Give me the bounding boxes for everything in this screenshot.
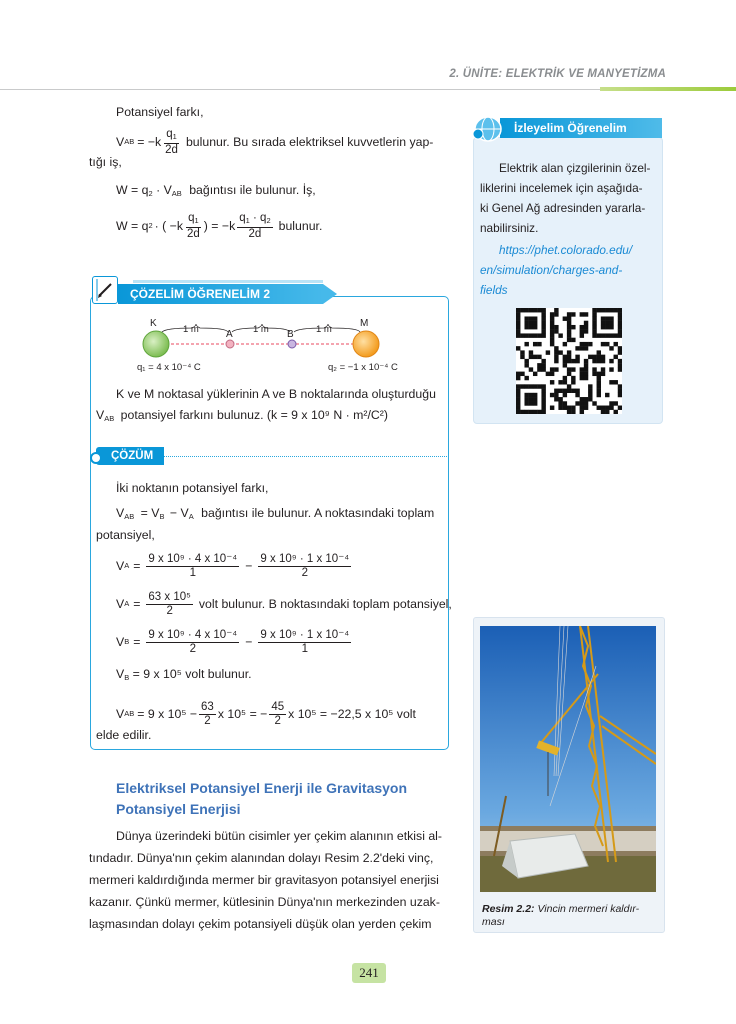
solution-cont: potansiyel, (96, 528, 155, 542)
va-equation: V A = $\frac{\text{9 x 10⁹ · 4 x 10⁻⁴}}{1}$ − $\frac{\text{9 x 10⁹ · 1 x 10⁻⁴}}{2}$ (116, 552, 350, 579)
charge-k (143, 331, 169, 357)
intro-w-eq1: $W = q_2 \cdot V_{AB}$ bağıntısı ile bulunur. İş, (116, 183, 316, 198)
solution-line1: İki noktanın potansiyel farkı, (116, 481, 269, 495)
fraction-q1-2d: $\frac{q_1}{2d}$ (165, 127, 178, 156)
side-banner: İzleyelim Öğrenelim (500, 118, 662, 138)
paragraph-line4: kazanır. Çünkü mermer, kütlesinin Dünya'nın merkezinden uzak- (89, 895, 440, 909)
qr-code[interactable] (516, 308, 622, 414)
page-number: 241 (352, 963, 386, 983)
label-k: K (150, 318, 157, 329)
crane-photo (480, 626, 656, 892)
intro-vab-formula: V AB = −k $\frac{q_1}{2d}$ bulunur. Bu sırada elektriksel kuvvetlerin yap- (116, 127, 434, 156)
intro-line1: Potansiyel farkı, (116, 105, 204, 119)
va-result: V A = $\frac{\text{63 x 10⁵}}{2}$ volt bulunur. B noktasındaki toplam potansiyel, (116, 590, 452, 617)
paragraph-line5: laşmasından dolayı çekim potansiyeli düşük olan yerden çekim (89, 917, 432, 931)
figure-caption-cont: ması (482, 916, 505, 928)
unit-title: 2. ÜNİTE: ELEKTRİK VE MANYETİZMA (449, 68, 666, 80)
section-title-line2: Potansiyel Enerjisi (116, 801, 241, 817)
example-banner: ÇÖZELİM ÖĞRENELİM 2 (118, 284, 323, 304)
side-link-line2[interactable]: en/simulation/charges-and- (480, 263, 623, 277)
side-text-line4: nabilirsiniz. (480, 221, 539, 235)
vb-equation: V B = $\frac{\text{9 x 10⁹ · 4 x 10⁻⁴}}{2}$ − $\frac{\text{9 x 10⁹ · 1 x 10⁻⁴}}{1}$ (116, 628, 350, 655)
paragraph-line2: tındadır. Dünya'nın çekim alanından dolayı Resim 2.2'deki vinç, (89, 851, 434, 865)
figure-caption: Resim 2.2: Vincin mermeri kaldır- (482, 903, 640, 915)
vb-result: $V_B = 9$ x 10⁵ volt bulunur. (116, 667, 252, 682)
side-text-line3: ki Genel Ağ adresinden yararla- (480, 201, 646, 215)
point-a (226, 340, 234, 348)
side-text-line1: Elektrik alan çizgilerinin özel- (499, 161, 651, 175)
solution-divider (164, 456, 447, 457)
label-m: M (360, 318, 369, 329)
side-link-line1[interactable]: https://phet.colorado.edu/ (499, 243, 633, 257)
solution-tag: ÇÖZÜM (96, 447, 164, 465)
question-line1: K ve M noktasal yüklerinin A ve B noktalarında oluşturduğu (116, 387, 436, 401)
final-cont: elde edilir. (96, 728, 152, 742)
paragraph-line3: mermeri kaldırdığında mermer bir gravitasyon potansiyel enerjisi (89, 873, 439, 887)
paragraph-line1: Dünya üzerindeki bütün cisimler yer çekim alanının etkisi al- (116, 829, 443, 843)
pencil-notebook-icon (92, 276, 118, 304)
point-b (288, 340, 296, 348)
distance-km-a: 1 m (183, 324, 199, 335)
final-equation: V AB = 9 x 10⁵ − $\frac{63}{2}$ x 10⁵ = − $\frac{45}{2}$ x 10⁵ = −22,5 x 10⁵ volt (116, 700, 416, 727)
q1-label: q₁ = 4 x 10⁻⁴ C (137, 362, 201, 373)
side-text-line2: liklerini incelemek için aşağıda- (480, 181, 643, 195)
label-b: B (287, 329, 294, 340)
charge-m (353, 331, 379, 357)
label-a: A (226, 329, 233, 340)
q2-label: q₂ = −1 x 10⁻⁴ C (328, 362, 398, 373)
intro-line-cont: tığı iş, (89, 155, 122, 169)
example-banner-stripe (133, 280, 323, 283)
distance-b-m: 1 m (316, 324, 332, 335)
intro-w-eq2: W = q 2 · ( −k $\frac{q_1}{2d}$ ) = −k $\frac{q_1 \cdot q_2}{2d}$ bulunur. (116, 211, 323, 240)
distance-a-b: 1 m (253, 324, 269, 335)
question-line2: $V_{AB}$ potansiyel farkını bulunuz. (k = 9 x 10⁹ N · m²/C²) (96, 408, 388, 423)
header-divider (0, 89, 600, 90)
globe-icon (470, 114, 504, 144)
header-accent-bar (600, 87, 736, 91)
solution-vab-eq: $V_{AB} = V_B - V_A$ bağıntısı ile bulunur. A noktasındaki toplam (116, 506, 435, 521)
section-title-line1: Elektriksel Potansiyel Enerji ile Gravitasyon (116, 780, 408, 796)
side-link-line3[interactable]: fields (480, 283, 508, 297)
